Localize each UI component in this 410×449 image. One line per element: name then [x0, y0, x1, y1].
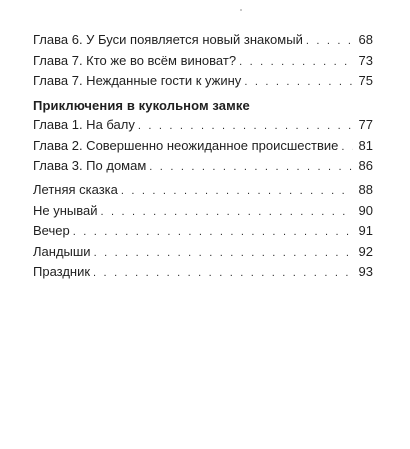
- toc-entry-page: 90: [358, 202, 373, 218]
- dot-leader: [93, 263, 353, 284]
- toc-group-1: [33, 30, 373, 92]
- toc-entry-title: Праздник: [33, 264, 91, 279]
- toc-entry-page: 77: [358, 117, 373, 132]
- toc-entry-page: 88: [358, 182, 373, 197]
- toc-entry-title: Глава 2. Совершенно неожиданное происшествие: [33, 137, 339, 153]
- toc-entry-page: 92: [358, 243, 373, 259]
- toc-entry-title: Вечер: [33, 223, 70, 238]
- dot-leader: [239, 52, 353, 73]
- toc-entry: [33, 201, 373, 222]
- toc-entry: [33, 180, 373, 201]
- toc-entry-page: 91: [358, 223, 373, 238]
- section-title: Приключения в кукольном замке: [33, 98, 250, 113]
- toc-entry-title: Глава 7. Кто же во всём виноват?: [33, 52, 237, 68]
- toc-entry-page: 81: [358, 137, 373, 153]
- toc-entry: [33, 221, 373, 242]
- dot-leader: [341, 137, 353, 158]
- toc-entry-title: Ландыши: [33, 243, 91, 259]
- toc-entry-title: Летняя сказка: [33, 182, 118, 197]
- toc-entry: [33, 242, 373, 263]
- dot-leader: [101, 202, 353, 223]
- toc-entry: [33, 262, 373, 283]
- toc-entry: [33, 51, 373, 72]
- dot-leader: [306, 31, 353, 52]
- toc-entry: [33, 115, 373, 136]
- toc-entry-page: 93: [358, 264, 373, 279]
- dot-leader: [244, 72, 353, 93]
- toc-entry: [33, 136, 373, 157]
- dot-leader: [73, 222, 353, 243]
- toc-entry: [33, 30, 373, 51]
- dot-leader: [138, 116, 353, 137]
- dot-leader: [94, 243, 353, 264]
- toc-entry-title: Не унывай: [33, 202, 98, 218]
- toc-entry-title: Глава 6. У Буси появляется новый знакомый: [33, 32, 303, 47]
- toc-entry-title: Глава 3. По домам: [33, 158, 147, 173]
- toc-entry-page: 73: [358, 52, 373, 68]
- toc-entry-page: 68: [358, 32, 373, 47]
- dot-leader: [149, 157, 353, 178]
- toc-entry-page: 75: [358, 73, 373, 88]
- toc-group-3: [33, 180, 373, 283]
- toc-entry-page: 86: [358, 158, 373, 173]
- toc-entry-title: Глава 7. Нежданные гости к ужину: [33, 73, 242, 88]
- toc-entry: [33, 71, 373, 92]
- toc-entry: [33, 156, 373, 177]
- toc-entry-title: Глава 1. На балу: [33, 117, 135, 132]
- paper-speck: [240, 9, 242, 11]
- dot-leader: [121, 181, 353, 202]
- toc-group-2: [33, 98, 373, 177]
